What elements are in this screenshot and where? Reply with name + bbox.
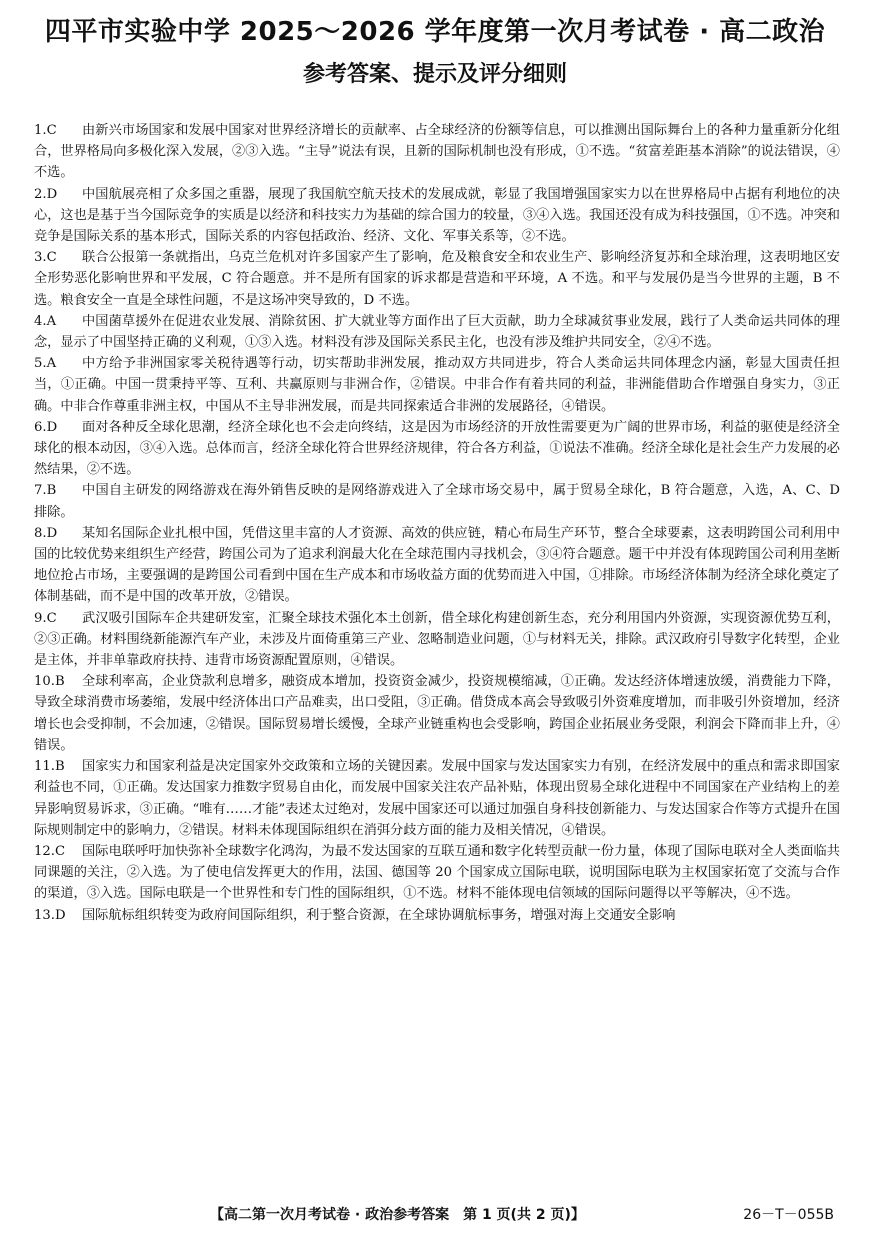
answer-number: 7.B — [34, 483, 57, 499]
answer-explanation: 武汉吸引国际车企共建研发室，汇聚全球技术强化本土创新，借全球化构建创新生态，充分利用国内外资源，实现资源优势互利，②③正确。材料围绕新能源汽车产业，未涉及片面倚重第三产业、忽略制造业问题，①与材料无关，排除。武汉政府引导数字化转型，企业是主体，并非单靠政府扶持、违背市场资源配置原则，④错误。 — [34, 610, 840, 669]
page-title: 四平市实验中学 2025～2026 学年度第一次月考试卷 · 高二政治 — [44, 17, 826, 47]
page-subtitle: 参考答案、提示及评分细则 — [302, 62, 567, 87]
answer-number: 9.C — [34, 610, 57, 626]
answer-number: 13.D — [34, 907, 66, 923]
answer-explanation: 国际电联呼吁加快弥补全球数字化鸿沟，为最不发达国家的互联互通和数字化转型贡献一份力量，体现了国际电联对全人类面临共同课题的关注，②入选。为了使电信发挥更大的作用，法国、德国等 20 个国家成立国际电联，说明国际电联为主权国家拓宽了交流与合作的渠道，③入选。国际电联是一个世界性和专门性的国际组织，①不选。材料不能体现电信领域的国际问题得以平等解决，④不选。 — [34, 843, 840, 902]
answer-item — [34, 905, 840, 926]
answer-explanation: 国际航标组织转变为政府间国际组织，利于整合资源，在全球协调航标事务，增强对海上交通安全影响 — [82, 907, 676, 923]
answer-item — [34, 480, 840, 522]
answer-item — [34, 671, 840, 756]
answer-item — [34, 841, 840, 905]
answer-explanation: 面对各种反全球化思潮，经济全球化也不会走向终结，这是因为市场经济的开放性需要更为广阔的世界市场，利益的驱使是经济全球化的根本动因，③④入选。总体而言，经济全球化符合世界经济规律，符合各方利益，①说法不准确。经济全球化是社会生产力发展的必然结果，②不选。 — [34, 419, 840, 478]
answer-number: 12.C — [34, 843, 66, 859]
answer-item — [34, 353, 840, 417]
answer-explanation: 某知名国际企业扎根中国，凭借这里丰富的人才资源、高效的供应链，精心布局生产环节，整合全球要素，这表明跨国公司利用中国的比较优势来组织生产经营，跨国公司为了追求利润最大化在全球范围内寻找机会，③④符合题意。题干中并没有体现跨国公司利用垄断地位抢占市场，主要强调的是跨国公司看到中国在生产成本和市场收益方面的优势而进入中国，①排除。市场经济体制为经济全球化奠定了体制基础，而不是中国的改革开放，②错误。 — [34, 525, 840, 605]
answer-explanation: 中国航展亮相了众多国之重器，展现了我国航空航天技术的发展成就，彰显了我国增强国家实力以在世界格局中占据有利地位的决心，这也是基于当今国际竞争的实质是以经济和科技实力为基础的综合国力的较量，③④入选。我国还没有成为科技强国，①不选。冲突和竞争是国际关系的基本形式，国际关系的内容包括政治、经济、文化、军事关系等，②不选。 — [34, 186, 840, 245]
answer-explanation: 中方给予非洲国家零关税待遇等行动，切实帮助非洲发展，推动双方共同进步，符合人类命运共同体理念内涵，彰显大国责任担当，①正确。中国一贯秉持平等、互利、共赢原则与非洲合作，②错误。中非合作有着共同的利益，非洲能借助合作增强自身实力，③正确。中非合作尊重非洲主权，中国从不主导非洲发展，而是共同探索适合非洲的发展路径，④错误。 — [34, 356, 840, 414]
answer-item — [34, 417, 840, 481]
answer-item — [34, 523, 840, 608]
answer-item — [34, 608, 840, 672]
footer-page-info: 【高二第一次月考试卷 · 政治参考答案 第 1 页(共 2 页)】 — [210, 1207, 585, 1223]
answer-number: 8.D — [34, 525, 58, 541]
answer-item — [34, 247, 840, 311]
page-footer — [0, 1203, 870, 1227]
answer-number: 4.A — [34, 313, 57, 329]
answer-number: 5.A — [34, 356, 57, 372]
answer-explanation: 中国自主研发的网络游戏在海外销售反映的是网络游戏进入了全球市场交易中，属于贸易全球化，B 符合题意，入选，A、C、D 排除。 — [34, 483, 840, 520]
answer-number: 2.D — [34, 186, 58, 202]
answer-number: 10.B — [34, 674, 65, 690]
answer-explanation: 由新兴市场国家和发展中国家对世界经济增长的贡献率、占全球经济的份额等信息，可以推测出国际舞台上的各种力量重新分化组合，世界格局向多极化深入发展，②③入选。“主导”说法有误，且新的国际机制也没有形成，①不选。“贫富差距基本消除”的说法错误，④不选。 — [34, 123, 840, 181]
answer-item — [34, 184, 840, 248]
answer-list — [34, 120, 840, 926]
answer-item — [34, 756, 840, 841]
answer-explanation: 中国菌草援外在促进农业发展、消除贫困、扩大就业等方面作出了巨大贡献，助力全球减贫事业发展，践行了人类命运共同体的理念，显示了中国坚持正确的义利观，①③入选。材料没有涉及国际关系民主化，也没有涉及维护共同安全，②④不选。 — [34, 313, 840, 351]
answer-explanation: 国家实力和国家利益是决定国家外交政策和立场的关键因素。发展中国家与发达国家实力有别，在经济发展中的重点和需求即国家利益也不同，①正确。发达国家力推数字贸易自由化，而发展中国家关注农产品补贴，体现出贸易全球化进程中不同国家在产业结构上的差异影响贸易诉求，③正确。“唯有……才能”表述太过绝对，发展中国家还可以通过加强自身科技创新能力、与发达国家合作等方式提升在国际规则制定中的影响力，②错误。材料未体现国际组织在消弭分歧方面的能力及相关情况，④错误。 — [34, 759, 840, 838]
footer-doc-code: 26－T－055B — [743, 1207, 834, 1223]
answer-item — [34, 311, 840, 353]
answer-explanation: 全球利率高，企业贷款利息增多，融资成本增加，投资资金减少，投资规模缩减，①正确。发达经济体增速放缓，消费能力下降，导致全球消费市场萎缩，发展中经济体出口产品难卖，出口受阻，③正确。借贷成本高会导致吸引外资难度增加，而非吸引外资增加，经济增长也会受抑制，不会加速，②错误。国际贸易增长缓慢，全球产业链重构也会受影响，跨国企业拓展业务受限，利润会下降而非上升，④错误。 — [34, 674, 840, 753]
answer-number: 11.B — [34, 759, 65, 775]
answer-explanation: 联合公报第一条就指出，乌克兰危机对许多国家产生了影响，危及粮食安全和农业生产、影响经济复苏和全球治理，这表明地区安全形势恶化影响世界和平发展，C 符合题意。并不是所有国家的诉求都是营造和平环境，A 不选。和平与发展仍是当今世界的主题，B 不选。粮食安全一直是全球性问题，不是这场冲突导致的，D 不选。 — [34, 250, 840, 308]
answer-number: 3.C — [34, 250, 57, 266]
answer-number: 1.C — [34, 123, 57, 138]
answer-number: 6.D — [34, 419, 58, 435]
answer-item — [34, 120, 840, 184]
